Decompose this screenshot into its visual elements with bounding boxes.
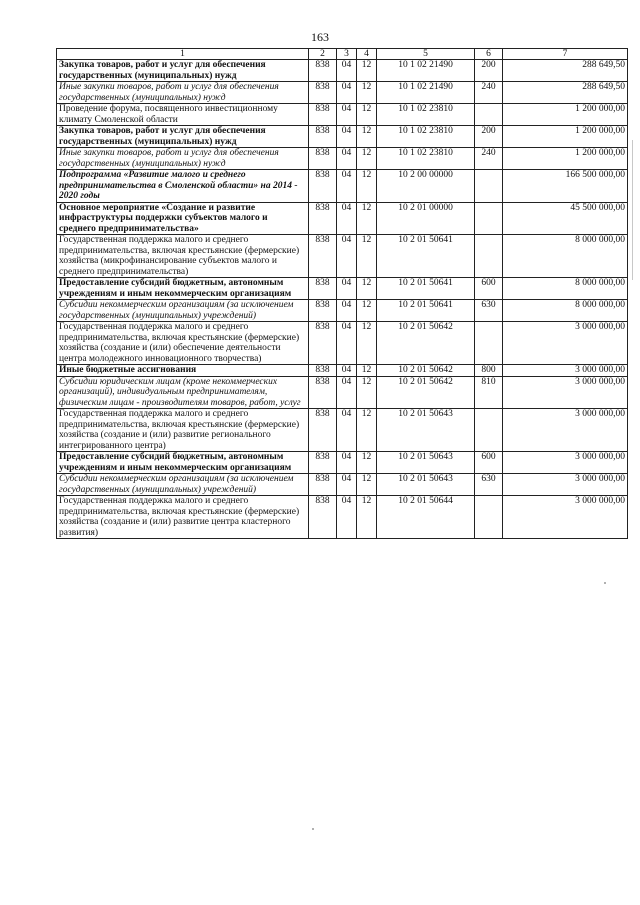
target-code-cell: 10 2 01 50644: [377, 496, 475, 539]
amount-cell: 1 200 000,00: [503, 104, 628, 126]
row-name-cell: Проведение форума, посвященного инвестиционному климату Смоленской области: [57, 104, 309, 126]
section-cell: 04: [337, 452, 357, 474]
expense-type-cell: 800: [475, 365, 503, 377]
amount-cell: 3 000 000,00: [503, 376, 628, 409]
section-cell: 04: [337, 300, 357, 322]
section-cell: 04: [337, 148, 357, 170]
admin-code-cell: 838: [309, 126, 337, 148]
section-cell: 04: [337, 235, 357, 278]
expense-type-cell: [475, 170, 503, 203]
section-cell: 04: [337, 278, 357, 300]
row-name-cell: Иные бюджетные ассигнования: [57, 365, 309, 377]
row-name-cell: Предоставление субсидий бюджетным, автономным учреждениям и иным некоммерческим организациям: [57, 452, 309, 474]
column-header: 6: [475, 49, 503, 60]
table-row: [57, 409, 628, 452]
subsection-cell: 12: [357, 452, 377, 474]
budget-table: [56, 48, 628, 539]
subsection-cell: 12: [357, 278, 377, 300]
subsection-cell: 12: [357, 322, 377, 365]
target-code-cell: 10 2 01 50641: [377, 278, 475, 300]
row-name-cell: Иные закупки товаров, работ и услуг для обеспечения государственных (муниципальных) нужд: [57, 148, 309, 170]
column-header: 7: [503, 49, 628, 60]
subsection-cell: 12: [357, 365, 377, 377]
column-header: 4: [357, 49, 377, 60]
section-cell: 04: [337, 82, 357, 104]
table-row: [57, 82, 628, 104]
row-name-cell: Основное мероприятие «Создание и развитие инфраструктуры поддержки субъектов малого и среднего предпринимательства»: [57, 202, 309, 235]
row-name-cell: Иные закупки товаров, работ и услуг для обеспечения государственных (муниципальных) нужд: [57, 82, 309, 104]
column-header: 3: [337, 49, 357, 60]
target-code-cell: 10 2 01 50643: [377, 474, 475, 496]
amount-cell: 1 200 000,00: [503, 148, 628, 170]
table-row: [57, 60, 628, 82]
expense-type-cell: 240: [475, 148, 503, 170]
row-name-cell: Государственная поддержка малого и среднего предпринимательства, включая крестьянские (фермерские) хозяйства (создание и (или) развитие центра кластерного развития): [57, 496, 309, 539]
expense-type-cell: 630: [475, 474, 503, 496]
expense-type-cell: [475, 104, 503, 126]
row-name-cell: Субсидии некоммерческим организациям (за исключением государственных (муниципальных) учреждений): [57, 300, 309, 322]
subsection-cell: 12: [357, 82, 377, 104]
amount-cell: 3 000 000,00: [503, 322, 628, 365]
scan-margin-line: [632, 140, 633, 280]
amount-cell: 3 000 000,00: [503, 474, 628, 496]
subsection-cell: 12: [357, 376, 377, 409]
admin-code-cell: 838: [309, 104, 337, 126]
admin-code-cell: 838: [309, 322, 337, 365]
admin-code-cell: 838: [309, 300, 337, 322]
amount-cell: 8 000 000,00: [503, 300, 628, 322]
amount-cell: 8 000 000,00: [503, 278, 628, 300]
expense-type-cell: 200: [475, 60, 503, 82]
subsection-cell: 12: [357, 202, 377, 235]
table-row: [57, 235, 628, 278]
subsection-cell: 12: [357, 170, 377, 203]
table-row: [57, 104, 628, 126]
amount-cell: 1 200 000,00: [503, 126, 628, 148]
table-row: [57, 170, 628, 203]
column-header: 5: [377, 49, 475, 60]
admin-code-cell: 838: [309, 452, 337, 474]
admin-code-cell: 838: [309, 496, 337, 539]
admin-code-cell: 838: [309, 409, 337, 452]
amount-cell: 288 649,50: [503, 60, 628, 82]
subsection-cell: 12: [357, 104, 377, 126]
section-cell: 04: [337, 60, 357, 82]
table-row: [57, 148, 628, 170]
admin-code-cell: 838: [309, 376, 337, 409]
target-code-cell: 10 1 02 23810: [377, 148, 475, 170]
table-header-row: [57, 49, 628, 60]
target-code-cell: 10 2 01 00000: [377, 202, 475, 235]
table-row: [57, 474, 628, 496]
row-name-cell: Закупка товаров, работ и услуг для обеспечения государственных (муниципальных) нужд: [57, 60, 309, 82]
expense-type-cell: 630: [475, 300, 503, 322]
scan-speck: [312, 828, 314, 830]
section-cell: 04: [337, 126, 357, 148]
expense-type-cell: [475, 409, 503, 452]
amount-cell: 3 000 000,00: [503, 452, 628, 474]
section-cell: 04: [337, 104, 357, 126]
expense-type-cell: [475, 235, 503, 278]
expense-type-cell: 600: [475, 452, 503, 474]
amount-cell: 288 649,50: [503, 82, 628, 104]
row-name-cell: Предоставление субсидий бюджетным, автономным учреждениям и иным некоммерческим организациям: [57, 278, 309, 300]
table-row: [57, 202, 628, 235]
target-code-cell: 10 2 00 00000: [377, 170, 475, 203]
section-cell: 04: [337, 376, 357, 409]
amount-cell: 3 000 000,00: [503, 409, 628, 452]
table-row: [57, 322, 628, 365]
subsection-cell: 12: [357, 496, 377, 539]
table-body: [57, 60, 628, 539]
target-code-cell: 10 2 01 50641: [377, 235, 475, 278]
table-row: [57, 278, 628, 300]
target-code-cell: 10 2 01 50642: [377, 322, 475, 365]
target-code-cell: 10 2 01 50643: [377, 409, 475, 452]
amount-cell: 45 500 000,00: [503, 202, 628, 235]
admin-code-cell: 838: [309, 202, 337, 235]
subsection-cell: 12: [357, 60, 377, 82]
admin-code-cell: 838: [309, 82, 337, 104]
admin-code-cell: 838: [309, 474, 337, 496]
expense-type-cell: [475, 496, 503, 539]
target-code-cell: 10 2 01 50642: [377, 365, 475, 377]
page-number: 163: [311, 30, 329, 44]
row-name-cell: Субсидии юридическим лицам (кроме некоммерческих организаций), индивидуальным предпринимателям, физическим лицам - производителям товаров, работ, услуг: [57, 376, 309, 409]
subsection-cell: 12: [357, 300, 377, 322]
section-cell: 04: [337, 202, 357, 235]
section-cell: 04: [337, 322, 357, 365]
amount-cell: 3 000 000,00: [503, 496, 628, 539]
section-cell: 04: [337, 474, 357, 496]
subsection-cell: 12: [357, 409, 377, 452]
column-header: 1: [57, 49, 309, 60]
admin-code-cell: 838: [309, 235, 337, 278]
section-cell: 04: [337, 496, 357, 539]
expense-type-cell: [475, 322, 503, 365]
amount-cell: 166 500 000,00: [503, 170, 628, 203]
target-code-cell: 10 2 01 50643: [377, 452, 475, 474]
amount-cell: 8 000 000,00: [503, 235, 628, 278]
admin-code-cell: 838: [309, 278, 337, 300]
expense-type-cell: 240: [475, 82, 503, 104]
section-cell: 04: [337, 170, 357, 203]
admin-code-cell: 838: [309, 148, 337, 170]
target-code-cell: 10 2 01 50641: [377, 300, 475, 322]
admin-code-cell: 838: [309, 60, 337, 82]
row-name-cell: Государственная поддержка малого и среднего предпринимательства, включая крестьянские (фермерские) хозяйства (создание и (или) обеспечение деятельности центра молодежного инновационного творчества): [57, 322, 309, 365]
subsection-cell: 12: [357, 126, 377, 148]
row-name-cell: Государственная поддержка малого и среднего предпринимательства, включая крестьянские (фермерские) хозяйства (создание и (или) развитие регионального интегрированного центра): [57, 409, 309, 452]
expense-type-cell: 600: [475, 278, 503, 300]
section-cell: 04: [337, 409, 357, 452]
expense-type-cell: 810: [475, 376, 503, 409]
table-row: [57, 365, 628, 377]
admin-code-cell: 838: [309, 170, 337, 203]
subsection-cell: 12: [357, 148, 377, 170]
target-code-cell: 10 1 02 21490: [377, 82, 475, 104]
row-name-cell: Субсидии некоммерческим организациям (за исключением государственных (муниципальных) учреждений): [57, 474, 309, 496]
scan-speck: [604, 582, 606, 584]
row-name-cell: Закупка товаров, работ и услуг для обеспечения государственных (муниципальных) нужд: [57, 126, 309, 148]
subsection-cell: 12: [357, 235, 377, 278]
table-row: [57, 300, 628, 322]
expense-type-cell: [475, 202, 503, 235]
row-name-cell: Государственная поддержка малого и среднего предпринимательства, включая крестьянские (фермерские) хозяйства (микрофинансирование субъектов малого и среднего предпринимательства): [57, 235, 309, 278]
table-row: [57, 126, 628, 148]
admin-code-cell: 838: [309, 365, 337, 377]
target-code-cell: 10 1 02 23810: [377, 104, 475, 126]
row-name-cell: Подпрограмма «Развитие малого и среднего предпринимательства в Смоленской области» на 2014 - 2020 годы: [57, 170, 309, 203]
target-code-cell: 10 1 02 21490: [377, 60, 475, 82]
table-row: [57, 376, 628, 409]
target-code-cell: 10 1 02 23810: [377, 126, 475, 148]
target-code-cell: 10 2 01 50642: [377, 376, 475, 409]
amount-cell: 3 000 000,00: [503, 365, 628, 377]
table-row: [57, 452, 628, 474]
expense-type-cell: 200: [475, 126, 503, 148]
column-header: 2: [309, 49, 337, 60]
table-row: [57, 496, 628, 539]
subsection-cell: 12: [357, 474, 377, 496]
section-cell: 04: [337, 365, 357, 377]
